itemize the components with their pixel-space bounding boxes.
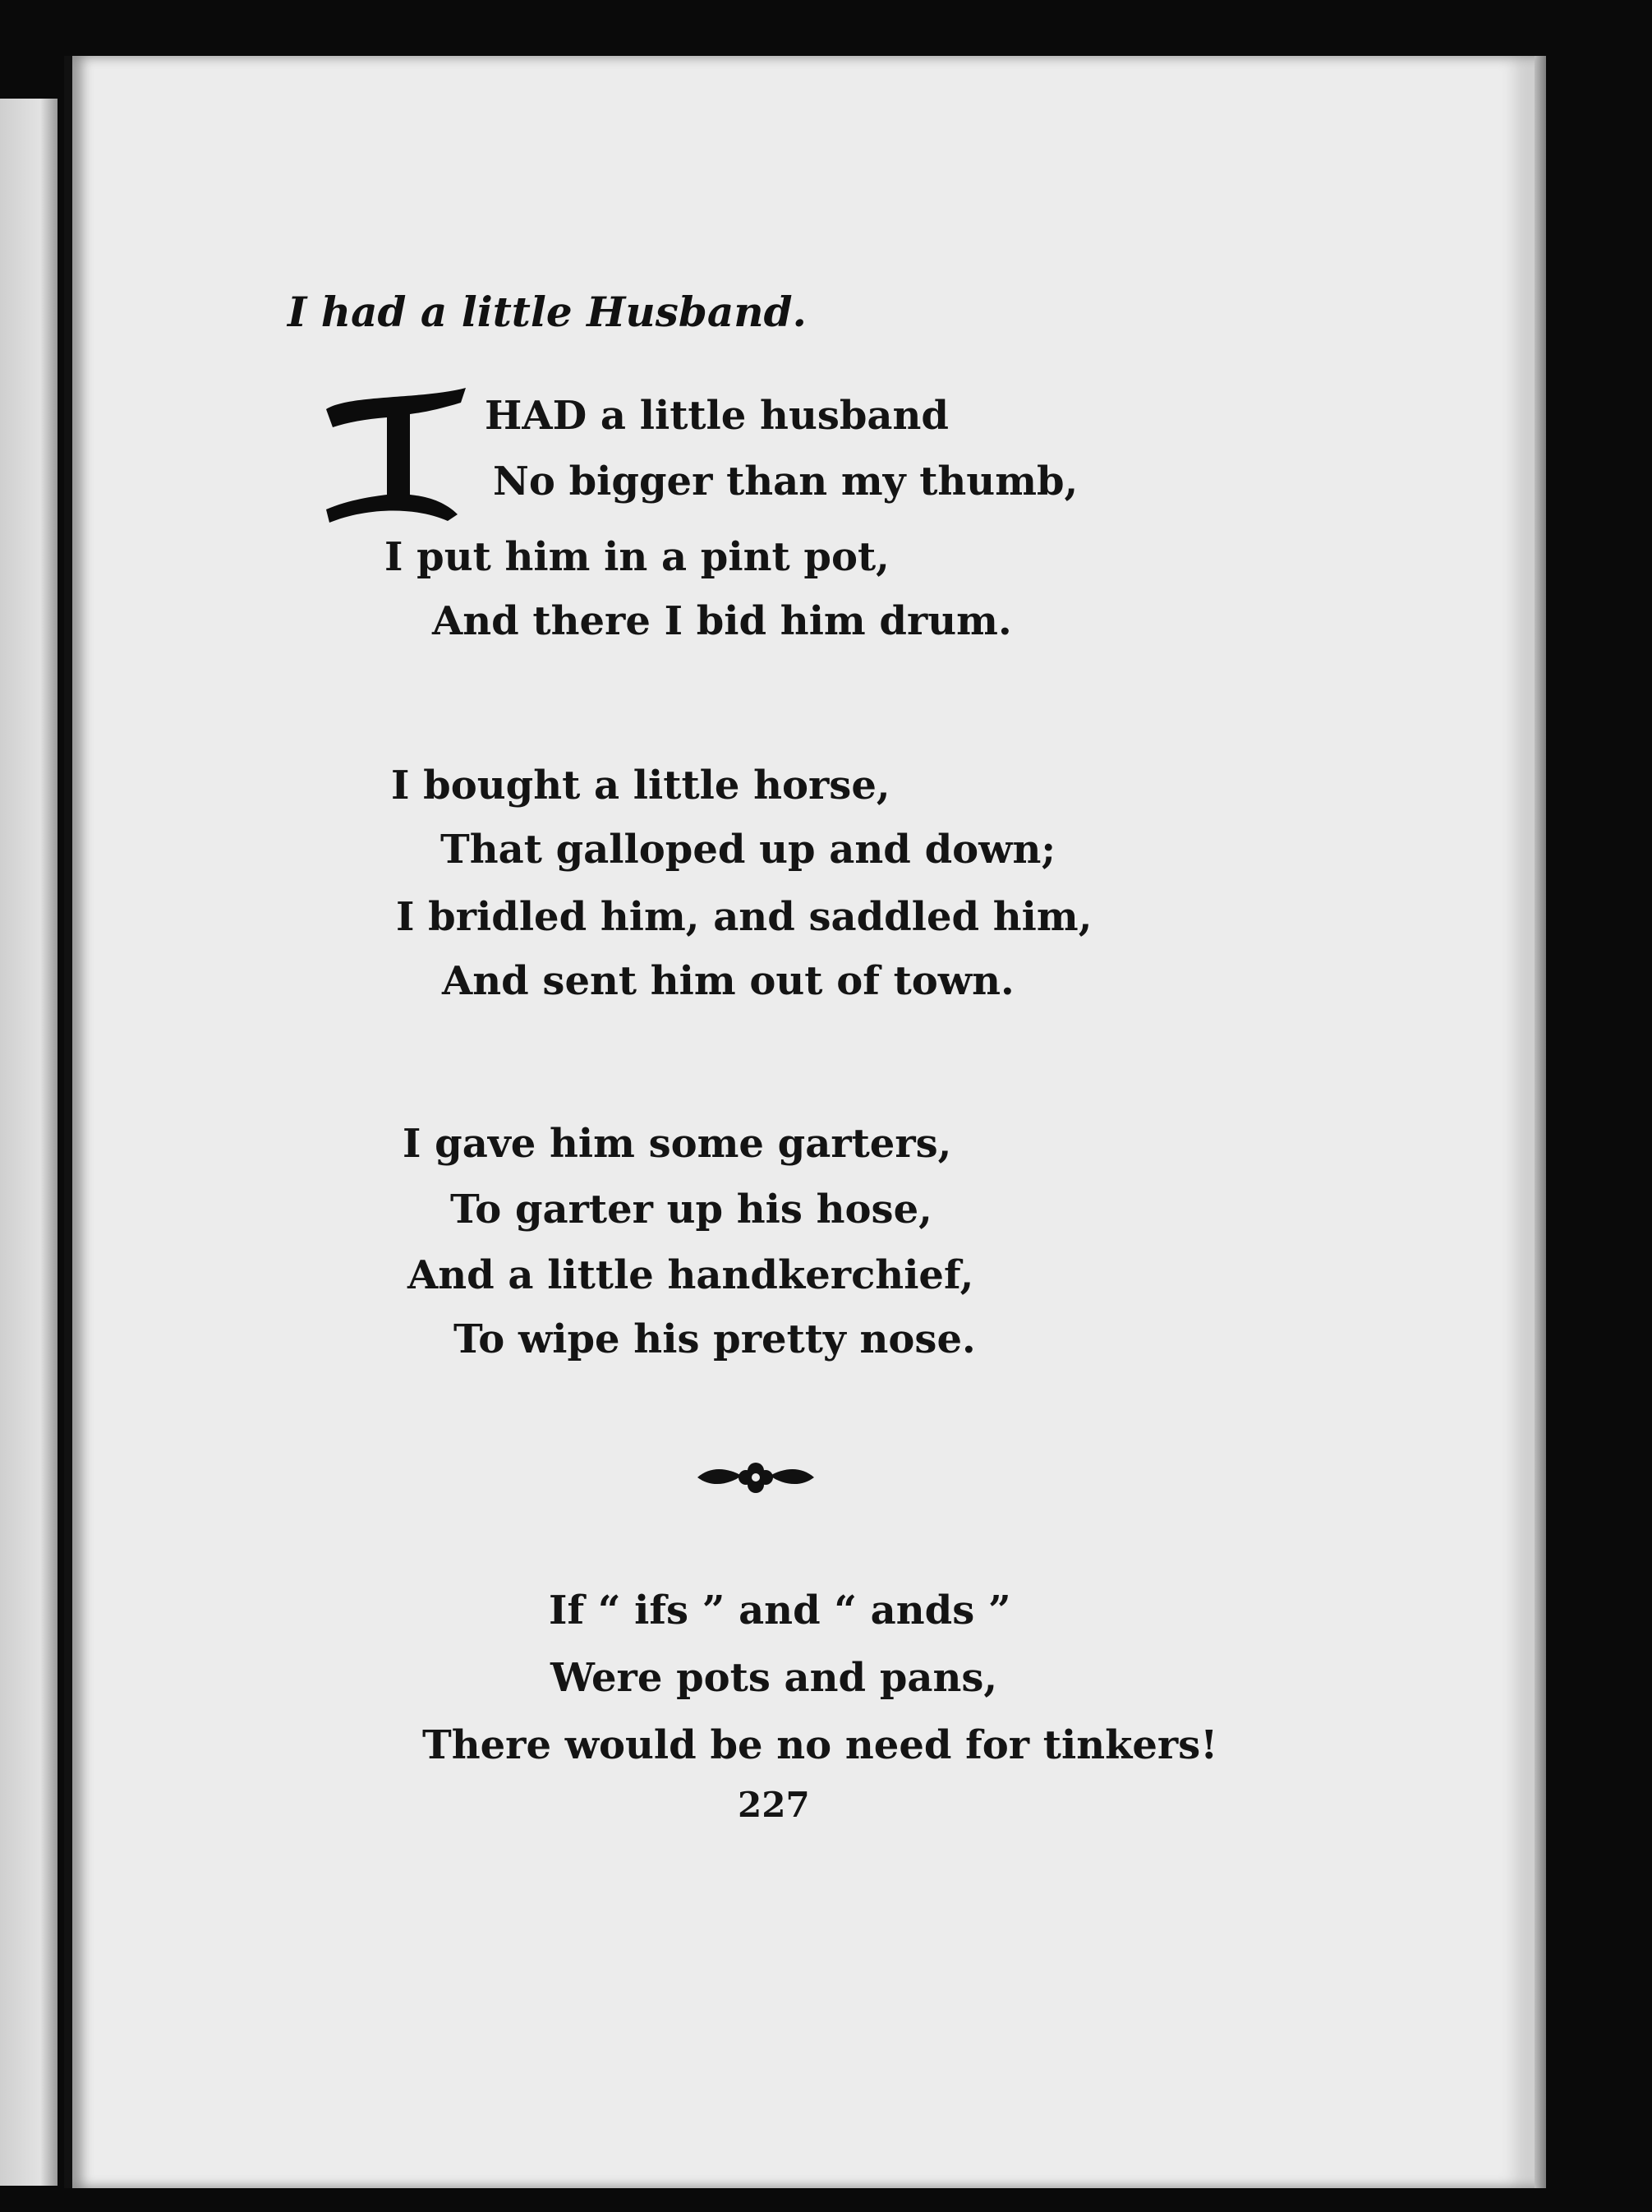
rhyme-line: Were pots and pans, [550, 1655, 998, 1701]
poem-line: And sent him out of town. [442, 958, 1015, 1004]
poem-line: HAD a little husband [485, 393, 949, 439]
poem-line: I bridled him, and saddled him, [396, 894, 1093, 940]
poem-title: I had a little Husband. [288, 288, 807, 336]
poem-line: That galloped up and down; [440, 827, 1056, 873]
rhyme-line: There would be no need for tinkers! [422, 1722, 1218, 1768]
poem-line: I bought a little horse, [391, 763, 890, 809]
poem-line: No bigger than my thumb, [493, 459, 1079, 505]
floral-ornament-icon [694, 1458, 817, 1497]
poem-line: And there I bid him drum. [432, 598, 1012, 644]
poem-line: And a little handkerchief, [407, 1252, 974, 1298]
page-right-edge [1535, 56, 1546, 2188]
poem-line: To garter up his hose, [450, 1187, 932, 1233]
poem-line: I put him in a pint pot, [384, 534, 890, 580]
drop-cap-letter [324, 385, 468, 524]
page-number: 227 [738, 1785, 810, 1825]
poem-line: To wipe his pretty nose. [453, 1316, 976, 1362]
poem-line: I gave him some garters, [403, 1121, 952, 1167]
rhyme-line: If “ ifs ” and “ ands ” [549, 1588, 1011, 1634]
previous-page-edge [0, 99, 58, 2186]
